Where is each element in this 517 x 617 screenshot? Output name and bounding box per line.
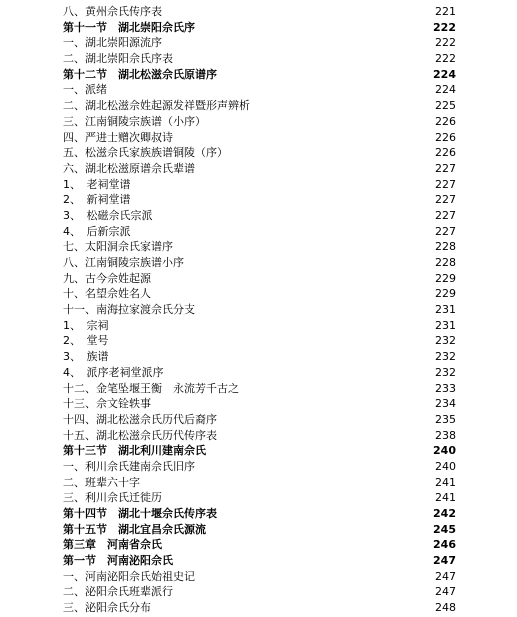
toc-entry-page: 240 <box>435 459 456 473</box>
toc-entry <box>63 192 456 208</box>
toc-entry <box>63 333 456 349</box>
toc-entry-page: 227 <box>435 177 456 191</box>
toc-entry-page: 221 <box>435 5 456 18</box>
toc-entry-page: 228 <box>435 256 456 269</box>
toc-entry <box>63 600 456 616</box>
toc-entry-page: 240 <box>433 444 456 458</box>
toc-entry-page: 241 <box>435 475 456 489</box>
toc-entry-page: 238 <box>435 428 456 442</box>
toc-entry-page: 233 <box>435 381 456 395</box>
toc-entry <box>63 114 456 130</box>
toc-entry-title: 一、利川佘氏建南佘氏旧序 <box>63 459 195 473</box>
toc-entry <box>63 318 456 334</box>
toc-entry-title: 二、湖北松滋佘姓起源发祥暨形声辨析 <box>63 99 250 113</box>
toc-entry-page: 225 <box>435 99 456 113</box>
toc-entry <box>63 224 456 240</box>
toc-entry-title: 十三、佘文铨轶事 <box>63 397 151 411</box>
toc-entry <box>63 396 456 412</box>
toc-entry-page: 224 <box>433 67 456 81</box>
toc-entry-page: 247 <box>435 585 456 599</box>
toc-entry-title: 八、黄州佘氏传序表 <box>63 5 162 18</box>
toc-section-heading <box>63 537 456 553</box>
toc-entry-title: 十四、湖北松滋佘氏历代后裔序 <box>63 412 217 426</box>
toc-entry-page: 228 <box>435 240 456 254</box>
toc-entry <box>63 459 456 475</box>
toc-entry-page: 242 <box>433 507 456 520</box>
toc-entry <box>63 177 456 193</box>
toc-entry <box>63 51 456 67</box>
toc-entry-page: 229 <box>435 271 456 285</box>
toc-entry-title: 二、湖北崇阳佘氏序表 <box>63 52 173 66</box>
toc-entry-title: 第十一节 湖北崇阳佘氏序 <box>63 20 195 34</box>
toc-entry-title: 第三章 河南省佘氏 <box>63 538 162 552</box>
toc-entry-title: 第十五节 湖北宜昌佘氏源流 <box>63 522 206 536</box>
toc-entry <box>63 412 456 428</box>
toc-entry-title: 二、班辈六十字 <box>63 475 140 489</box>
toc-entry-title: 第一节 河南泌阳佘氏 <box>63 554 173 568</box>
toc-entry <box>63 4 456 20</box>
toc-entry-title: 3、 松磁佘氏宗派 <box>63 208 153 222</box>
toc-entry-page: 235 <box>435 412 456 426</box>
toc-entry <box>63 130 456 146</box>
toc-entry-page: 234 <box>435 397 456 411</box>
toc-entry <box>63 161 456 177</box>
toc-entry <box>63 271 456 287</box>
toc-entry-page: 241 <box>435 491 456 505</box>
toc-entry <box>63 381 456 397</box>
toc-entry-title: 十一、南海拉家渡佘氏分支 <box>63 303 195 317</box>
toc-entry <box>63 208 456 224</box>
toc-section-heading <box>63 443 456 459</box>
toc-entry-title: 六、湖北松滋原谱佘氏辈谱 <box>63 161 195 175</box>
toc-entry-page: 231 <box>435 318 456 332</box>
toc-entry-title: 十五、湖北松滋佘氏历代传序表 <box>63 428 217 442</box>
toc-section-heading <box>63 506 456 522</box>
toc-entry-title: 十二、金笔坠堰王衡 永流芳千古之 <box>63 381 239 395</box>
toc-entry-page: 222 <box>435 52 456 66</box>
toc-entry-title: 第十三节 湖北利川建南佘氏 <box>63 444 206 458</box>
toc-entry-page: 222 <box>433 20 456 34</box>
toc-entry-page: 226 <box>435 146 456 160</box>
toc-entry-page: 227 <box>435 208 456 222</box>
toc-entry-title: 3、 族谱 <box>63 350 109 364</box>
toc-entry-title: 三、江南铜陵宗族谱（小序） <box>63 114 206 128</box>
toc-entry-page: 246 <box>433 538 456 552</box>
toc-entry-page: 247 <box>435 569 456 583</box>
toc-entry <box>63 145 456 161</box>
toc-entry-title: 2、 新祠堂谱 <box>63 193 131 207</box>
toc-section-heading <box>63 553 456 569</box>
toc-entry-title: 一、派绪 <box>63 83 107 97</box>
toc-entry-page: 245 <box>433 522 456 536</box>
toc-entry-page: 227 <box>435 161 456 175</box>
toc-entry <box>63 584 456 600</box>
toc-entry-title: 二、泌阳佘氏班辈派行 <box>63 585 173 599</box>
toc-entry <box>63 365 456 381</box>
toc-entry-title: 三、泌阳佘氏分布 <box>63 601 151 615</box>
toc-entry-title: 十、名望佘姓名人 <box>63 287 151 301</box>
toc-entry-title: 第十四节 湖北十堰佘氏传序表 <box>63 507 217 520</box>
toc-entry-page: 226 <box>435 114 456 128</box>
toc-entry-page: 247 <box>433 554 456 568</box>
toc-entry-title: 五、松滋佘氏家族族谱铜陵（序） <box>63 146 228 160</box>
toc-entry-page: 231 <box>435 303 456 317</box>
toc-entry <box>63 82 456 98</box>
toc-section-heading <box>63 522 456 538</box>
table-of-contents <box>63 4 456 616</box>
toc-entry-page: 232 <box>435 350 456 364</box>
toc-entry-page: 232 <box>435 334 456 348</box>
toc-entry-title: 4、 派序老祠堂派序 <box>63 365 164 379</box>
toc-entry-page: 226 <box>435 130 456 144</box>
toc-entry <box>63 428 456 444</box>
toc-entry-page: 227 <box>435 224 456 238</box>
toc-entry <box>63 239 456 255</box>
toc-entry <box>63 349 456 365</box>
toc-entry-title: 四、严进士赠次卿叔诗 <box>63 130 173 144</box>
toc-entry-title: 九、古今佘姓起源 <box>63 271 151 285</box>
toc-entry <box>63 569 456 585</box>
toc-entry-title: 1、 老祠堂谱 <box>63 177 131 191</box>
toc-entry-title: 一、湖北崇阳源流序 <box>63 36 162 50</box>
toc-entry-title: 4、 后新宗派 <box>63 224 131 238</box>
toc-entry-title: 三、利川佘氏迁徙历 <box>63 491 162 505</box>
toc-entry <box>63 98 456 114</box>
toc-section-heading <box>63 20 456 36</box>
toc-entry-title: 八、江南铜陵宗族谱小序 <box>63 256 184 269</box>
toc-entry-title: 一、河南泌阳佘氏始祖史记 <box>63 569 195 583</box>
toc-entry <box>63 475 456 491</box>
toc-section-heading <box>63 67 456 83</box>
toc-entry-title: 七、太阳洞佘氏家谱序 <box>63 240 173 254</box>
toc-entry-title: 第十二节 湖北松滋佘氏原谱序 <box>63 67 217 81</box>
toc-entry-page: 232 <box>435 365 456 379</box>
toc-entry-title: 1、 宗祠 <box>63 318 109 332</box>
toc-entry <box>63 35 456 51</box>
toc-entry <box>63 302 456 318</box>
toc-entry-page: 222 <box>435 36 456 50</box>
toc-entry-page: 229 <box>435 287 456 301</box>
toc-entry <box>63 286 456 302</box>
toc-entry <box>63 490 456 506</box>
toc-entry-page: 227 <box>435 193 456 207</box>
toc-entry-title: 2、 堂号 <box>63 334 109 348</box>
toc-entry-page: 248 <box>435 601 456 615</box>
toc-entry <box>63 255 456 271</box>
toc-entry-page: 224 <box>435 83 456 97</box>
